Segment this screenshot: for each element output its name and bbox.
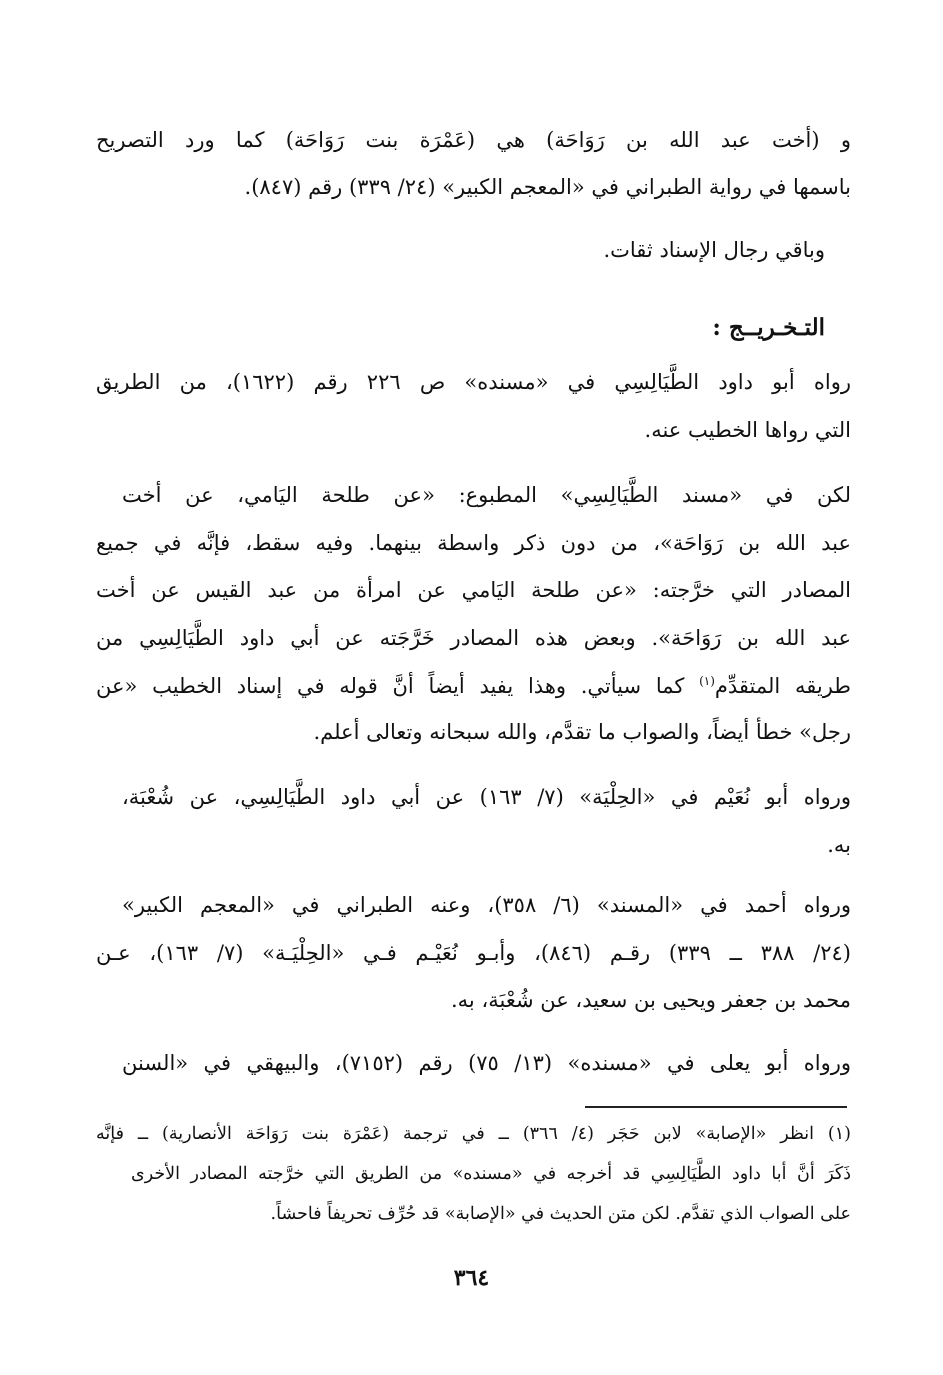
text-line: باسمها في رواية الطبراني في «المعجم الكبير» (٢٤/ ٣٣٩) رقم (٨٤٧). <box>244 175 851 199</box>
footnote-line: (١) انظر «الإصابة» لابن حَجَر (٤/ ٣٦٦) ــ في ترجمة (عَمْرَة بنت رَوَاحَة الأنصارية) ــ فإنَّه <box>96 1124 851 1144</box>
text-line: ورواه أبو يعلى في «مسنده» (١٣/ ٧٥) رقم (٧١٥٢)، والبيهقي في «السنن <box>122 1051 851 1075</box>
text-line: لكن في «مسند الطَّيَالِسِي» المطبوع: «عن طلحة اليَامي، عن أخت <box>122 483 851 507</box>
footnote-line: على الصواب الذي تقدَّم. لكن متن الحديث في «الإصابة» قد حُرِّف تحريفاً فاحشاً. <box>270 1204 851 1224</box>
text-line: وباقي رجال الإسناد ثقات. <box>603 238 825 262</box>
text-line: عبد الله بن رَوَاحَة». وبعض هذه المصادر خَرَّجَته عن أبي داود الطَّيَالِسِي من <box>96 626 851 650</box>
footnote-reference[interactable]: (١) <box>699 674 715 688</box>
section-heading: التـخـريــج : <box>712 314 825 341</box>
text-line: به. <box>827 833 851 857</box>
text-line: عبد الله بن رَوَاحَة»، من دون ذكر واسطة بينهما. وفيه سقط، فإنَّه في جميع <box>96 531 851 555</box>
text-line: و (أخت عبد الله بن رَوَاحَة) هي (عَمْرَة بنت رَوَاحَة) كما ورد التصريح <box>96 128 851 152</box>
text-line: رجل» خطأ أيضاً، والصواب ما تقدَّم، والله سبحانه وتعالى أعلم. <box>313 720 851 744</box>
page-number: ٣٦٤ <box>453 1265 490 1291</box>
footnote-line: ذَكَرَ أنَّ أبا داود الطَّيَالِسِي قد أخرجه في «مسنده» من الطريق التي خرَّجته المصادر الأخرى <box>131 1164 851 1184</box>
text-segment: كما سيأتي. وهذا يفيد أيضاً أنَّ قوله في إسناد الخطيب «عن <box>96 674 685 698</box>
footnote-separator <box>585 1106 847 1108</box>
text-segment: طريقه المتقدِّم <box>714 674 851 698</box>
text-line: ورواه أحمد في «المسند» (٦/ ٣٥٨)، وعنه الطبراني في «المعجم الكبير» <box>122 893 851 917</box>
text-line: (٢٤/ ٣٨٨ ــ ٣٣٩) رقـم (٨٤٦)، وأبـو نُعَيْـم فـي «الحِلْيَـة» (٧/ ١٦٣)، عـن <box>96 941 851 965</box>
text-line: التي رواها الخطيب عنه. <box>644 418 851 442</box>
text-line: رواه أبو داود الطَّيَالِسِي في «مسنده» ص ٢٢٦ رقم (١٦٢٢)، من الطريق <box>96 370 851 394</box>
text-line: المصادر التي خرَّجته: «عن طلحة اليَامي عن امرأة من عبد القيس عن أخت <box>96 578 851 602</box>
text-line: محمد بن جعفر ويحيى بن سعيد، عن شُعْبَة، به. <box>451 988 851 1012</box>
text-line: ورواه أبو نُعَيْم في «الحِلْيَة» (٧/ ١٦٣) عن أبي داود الطَّيَالِسِي، عن شُعْبَة، <box>122 785 851 809</box>
text-line <box>96 675 851 697</box>
